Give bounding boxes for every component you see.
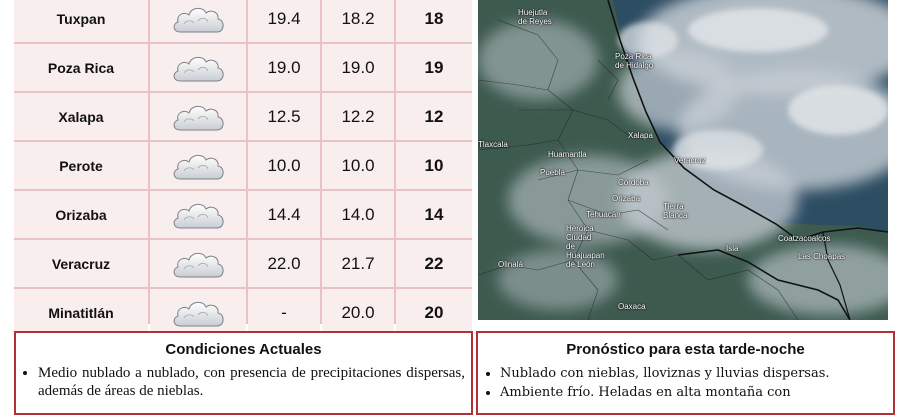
map-label-veracruz: Veracruz — [674, 156, 706, 165]
temp-value-1: - — [248, 289, 320, 336]
temp-value-3: 19 — [396, 44, 472, 91]
temp-value-2: 19.0 — [322, 44, 394, 91]
city-name: Tuxpan — [14, 0, 148, 42]
map-label-xalapa: Xalapa — [628, 131, 653, 140]
map-label-olinala: Olinalá — [498, 260, 523, 269]
temp-value-3: 10 — [396, 142, 472, 189]
current-conditions-list — [16, 364, 471, 400]
temp-value-3: 12 — [396, 93, 472, 140]
cloud-icon — [150, 0, 246, 42]
table-row — [14, 288, 472, 337]
weather-table — [14, 0, 472, 324]
satellite-map — [478, 0, 888, 320]
table-row — [14, 0, 472, 43]
map-label-heroica: Heroica Ciudad de Huajuapan de León — [566, 224, 605, 269]
cloud-icon — [150, 142, 246, 189]
city-name: Orizaba — [14, 191, 148, 238]
map-label-orizaba: Orizaba — [612, 194, 641, 203]
map-label-poza-rica: Poza Rica de Hidalgo — [615, 52, 654, 70]
map-label-las-choapas: Las Choapas — [798, 252, 846, 261]
map-label-oaxaca: Oaxaca — [618, 302, 646, 311]
forecast-box — [476, 331, 895, 415]
table-row — [14, 43, 472, 92]
table-row — [14, 190, 472, 239]
list-item: • Nublado con nieblas, lloviznas y lluvias dispersas. — [500, 364, 887, 383]
city-name: Veracruz — [14, 240, 148, 287]
map-label-huejutla: Huejutla de Reyes — [518, 8, 552, 26]
cloud-icon — [150, 93, 246, 140]
current-conditions-box — [14, 331, 473, 415]
forecast-title: Pronóstico para esta tarde-noche — [566, 341, 805, 358]
cloud-icon — [150, 191, 246, 238]
table-row — [14, 239, 472, 288]
map-label-cordoba: Córdoba — [618, 178, 649, 187]
list-item: • Ambiente frío. Heladas en alta montaña con — [500, 383, 887, 402]
temp-value-3: 20 — [396, 289, 472, 336]
temp-value-2: 10.0 — [322, 142, 394, 189]
map-label-tierra-blanca: Tierra Blanca — [663, 202, 688, 220]
map-label-coatzacoalcos: Coatzacoalcos — [778, 234, 831, 243]
map-label-puebla: Puebla — [540, 168, 565, 177]
current-conditions-title: Condiciones Actuales — [165, 341, 322, 358]
temp-value-2: 14.0 — [322, 191, 394, 238]
cloud-icon — [150, 289, 246, 336]
list-item: • Medio nublado a nublado, con presencia de precipitaciones dispersas, además de áreas de nieblas. — [38, 364, 465, 400]
cloud-icon — [150, 44, 246, 91]
city-name: Poza Rica — [14, 44, 148, 91]
temp-value-1: 19.0 — [248, 44, 320, 91]
temp-value-3: 14 — [396, 191, 472, 238]
map-label-tehuacan: Tehuacán — [586, 210, 621, 219]
temp-value-3: 18 — [396, 0, 472, 42]
temp-value-2: 20.0 — [322, 289, 394, 336]
map-label-isla: Isla — [726, 244, 739, 253]
cloud-icon — [150, 240, 246, 287]
city-name: Perote — [14, 142, 148, 189]
temp-value-1: 22.0 — [248, 240, 320, 287]
map-label-tlaxcala: Tlaxcala — [478, 140, 508, 149]
temp-value-2: 18.2 — [322, 0, 394, 42]
temp-value-1: 14.4 — [248, 191, 320, 238]
temp-value-1: 12.5 — [248, 93, 320, 140]
map-label-huamantla: Huamantla — [548, 150, 587, 159]
table-row — [14, 92, 472, 141]
temp-value-2: 12.2 — [322, 93, 394, 140]
temp-value-2: 21.7 — [322, 240, 394, 287]
temp-value-1: 19.4 — [248, 0, 320, 42]
forecast-list — [478, 364, 893, 402]
city-name: Minatitlán — [14, 289, 148, 336]
temp-value-1: 10.0 — [248, 142, 320, 189]
table-row — [14, 141, 472, 190]
temp-value-3: 22 — [396, 240, 472, 287]
city-name: Xalapa — [14, 93, 148, 140]
